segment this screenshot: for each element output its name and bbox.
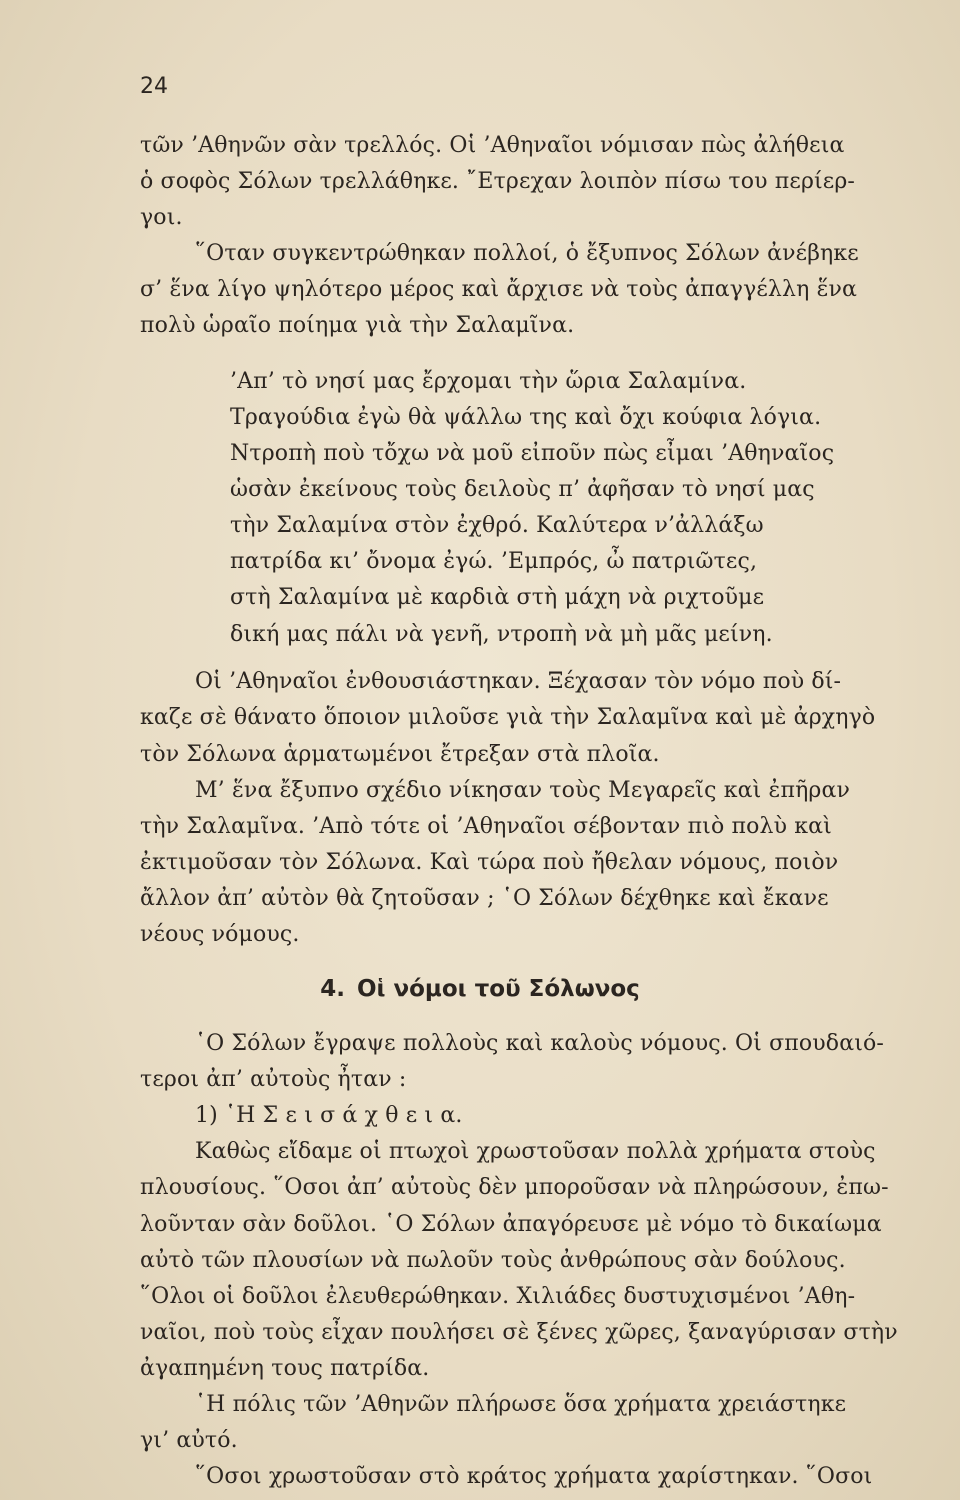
text-line: τεροι ἀπ’ αὐτοὺς ἦταν : (140, 1067, 407, 1093)
text-line: ἐκτιμοῦσαν τὸν Σόλωνα. Καὶ τώρα ποὺ ἤθελαν νόμους, ποιὸν (140, 849, 839, 875)
text-line: πολὺ ὡραῖο ποίημα γιὰ τὴν Σαλαμῖνα. (140, 313, 575, 339)
text-line: ῞Οσοι χρωστοῦσαν στὸ κράτος χρήματα χαρίστηκαν. ῞Οσοι (195, 1464, 873, 1489)
text-line: Καθὼς εἴδαμε οἱ πτωχοὶ χρωστοῦσαν πολλὰ χρήματα στοὺς (195, 1139, 876, 1165)
text-line: ναῖοι, ποὺ τοὺς εἶχαν πουλήσει σὲ ξένες χῶρες, ξαναγύρισαν στὴν (140, 1319, 898, 1345)
text-line: ῾Η πόλις τῶν ’Αθηνῶν πλήρωσε ὅσα χρήματα χρειάστηκε (195, 1391, 847, 1417)
text-line: τῶν ’Αθηνῶν σὰν τρελλός. Οἱ ’Αθηναῖοι νόμισαν πὼς ἀλήθεια (140, 133, 845, 158)
section-title: Οἱ νόμοι τοῦ Σόλωνος (356, 975, 640, 1002)
poem-line: ’Απ’ τὸ νησί μας ἔρχομαι τὴν ὥρια Σαλαμίνα. (230, 369, 747, 394)
text-line: ῾Ο Σόλων ἔγραψε πολλοὺς καὶ καλοὺς νόμους. Οἱ σπουδαιό- (195, 1031, 884, 1057)
text-line: λοῦνταν σὰν δοῦλοι. ῾Ο Σόλων ἀπαγόρευσε μὲ νόμο τὸ δικαίωμα (140, 1211, 882, 1237)
text-line: τὴν Σαλαμῖνα. ’Απὸ τότε οἱ ’Αθηναῖοι σέβονταν πιὸ πολὺ καὶ (140, 813, 832, 839)
text-line: τὸν Σόλωνα ἁρματωμένοι ἔτρεξαν στὰ πλοῖα. (140, 741, 660, 767)
text-line: σ’ ἕνα λίγο ψηλότερο μέρος καὶ ἄρχισε νὰ τοὺς ἀπαγγέλλη ἕνα (140, 277, 858, 303)
text-line: γι’ αὐτό. (140, 1427, 238, 1453)
text-line: Μ’ ἕνα ἔξυπνο σχέδιο νίκησαν τοὺς Μεγαρεῖς καὶ ἐπῆραν (195, 777, 851, 803)
text-line: ῞Οταν συγκεντρώθηκαν πολλοί, ὁ ἔξυπνος Σόλων ἀνέβηκε (195, 241, 859, 267)
text-line: γοι. (140, 205, 183, 231)
poem-line: ὡσὰν ἐκείνους τοὺς δειλοὺς π’ ἀφῆσαν τὸ νησί μας (230, 477, 815, 503)
section-number: 4. (320, 975, 345, 1002)
text-line: ῞Ολοι οἱ δοῦλοι ἐλευθερώθηκαν. Χιλιάδες δυστυχισμένοι ’Αθη- (140, 1283, 856, 1309)
text-line: ὁ σοφὸς Σόλων τρελλάθηκε. ῎Ετρεχαν λοιπὸν πίσω του περίερ- (140, 169, 856, 195)
poem-line: τὴν Σαλαμίνα στὸν ἐχθρό. Καλύτερα ν’ἀλλάξω (230, 513, 764, 539)
poem-line: στὴ Σαλαμίνα μὲ καρδιὰ στὴ μάχη νὰ ριχτοῦμε (230, 585, 765, 611)
text-line: ἀγαπημένη τους πατρίδα. (140, 1355, 430, 1381)
poem-line: Ντροπὴ ποὺ τὄχω νὰ μοῦ εἰποῦν πὼς εἶμαι ’Αθηναῖος (230, 441, 835, 467)
text-line: πλουσίους. ῞Οσοι ἀπ’ αὐτοὺς δὲν μποροῦσαν νὰ πληρώσουν, ἐπω- (140, 1175, 889, 1201)
poem-line: δική μας πάλι νὰ γενῆ, ντροπὴ νὰ μὴ μᾶς μείνη. (230, 621, 773, 647)
section-heading (0, 974, 960, 1004)
text-line: Οἱ ’Αθηναῖοι ἐνθουσιάστηκαν. Ξέχασαν τὸν νόμο ποὺ δί- (195, 669, 842, 695)
text-line: ἄλλον ἀπ’ αὐτὸν θὰ ζητοῦσαν ; ῾Ο Σόλων δέχθηκε καὶ ἔκανε (140, 885, 829, 911)
poem-line: πατρίδα κι’ ὄνομα ἐγώ. ’Εμπρός, ὦ πατριῶτες, (230, 549, 758, 575)
poem-line: Τραγούδια ἐγὼ θὰ ψάλλω της καὶ ὄχι κούφια λόγια. (230, 405, 822, 431)
page-number: 24 (140, 74, 168, 99)
list-item-title: 1) ῾Η Σ ε ι σ ά χ θ ε ι α. (195, 1103, 463, 1129)
text-line: νέους νόμους. (140, 921, 300, 947)
text-line: αὐτὸ τῶν πλουσίων νὰ πωλοῦν τοὺς ἀνθρώπους σὰν δούλους. (140, 1247, 846, 1273)
text-line: καζε σὲ θάνατο ὅποιον μιλοῦσε γιὰ τὴν Σαλαμῖνα καὶ μὲ ἀρχηγὸ (140, 705, 876, 731)
